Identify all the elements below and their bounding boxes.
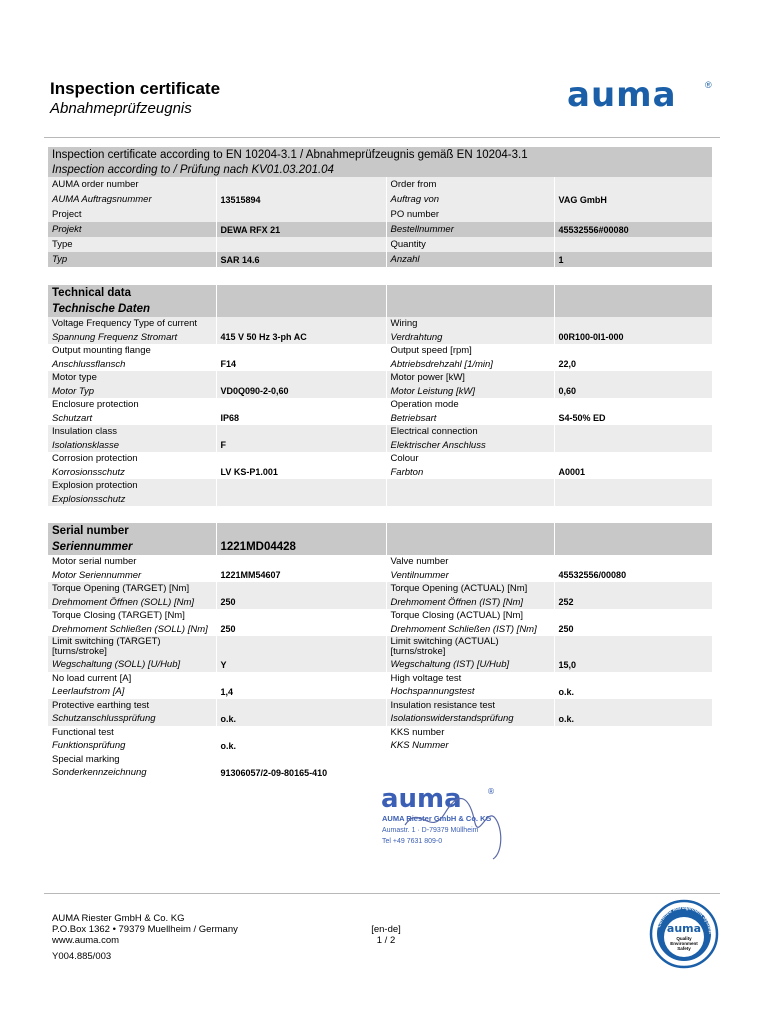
torque-open-actual-label-en: Torque Opening (ACTUAL) [Nm] (386, 582, 554, 596)
insulation-test-value: o.k. (554, 712, 712, 726)
limit-actual-value: 15,0 (554, 658, 712, 672)
page-subtitle: Abnahmeprüfzeugnis (50, 100, 192, 117)
no-load-current-label-de: Leerlaufstrom [A] (48, 685, 216, 699)
general-heading-de: Inspection according to / Prüfung nach KV01.03.201.04 (48, 162, 712, 177)
colour-value: A0001 (554, 466, 712, 480)
motor-serial-label-de: Motor Seriennummer (48, 569, 216, 583)
voltage-value: 415 V 50 Hz 3-ph AC (216, 331, 386, 345)
quantity-value: 1 (554, 252, 712, 267)
motor-type-label-de: Motor Typ (48, 385, 216, 399)
order-from-label-de: Auftrag von (386, 192, 554, 207)
motor-power-value: 0,60 (554, 385, 712, 399)
order-from-label-en: Order from (386, 177, 554, 192)
insulation-test-label-en: Insulation resistance test (386, 699, 554, 713)
type-label-en: Type (48, 237, 216, 252)
explosion-label-en: Explosion protection (48, 479, 216, 493)
torque-open-target-value: 250 (216, 596, 386, 610)
kks-number-label-de: KKS Nummer (386, 739, 554, 753)
seal-safety: Safety (677, 946, 691, 951)
certification-seal-icon (649, 899, 719, 969)
footer-doc-code: Y004.885/003 (52, 951, 112, 962)
type-label-de: Typ (48, 252, 216, 267)
earthing-test-label-de: Schutzanschlussprüfung (48, 712, 216, 726)
motor-serial-label-en: Motor serial number (48, 555, 216, 569)
flange-label-de: Anschlussflansch (48, 358, 216, 372)
high-voltage-value: o.k. (554, 685, 712, 699)
torque-close-target-label-de: Drehmoment Schließen (SOLL) [Nm] (48, 623, 216, 637)
type-value: SAR 14.6 (216, 252, 386, 267)
voltage-label-de: Spannung Frequenz Stromart (48, 331, 216, 345)
operation-mode-label-de: Betriebsart (386, 412, 554, 426)
wiring-label-de: Verdrahtung (386, 331, 554, 345)
page-title: Inspection certificate (50, 79, 221, 98)
po-number-label-de: Bestellnummer (386, 222, 554, 237)
order-number-label-de: AUMA Auftragsnummer (48, 192, 216, 207)
order-from-value: VAG GmbH (554, 192, 712, 207)
quantity-label-en: Quantity (386, 237, 554, 252)
po-number-label-en: PO number (386, 207, 554, 222)
po-number-value: 45532556#00080 (554, 222, 712, 237)
enclosure-value: IP68 (216, 412, 386, 426)
torque-open-actual-value: 252 (554, 596, 712, 610)
motor-power-label-en: Motor power [kW] (386, 371, 554, 385)
kks-number-value (554, 739, 712, 753)
footer-address (52, 913, 238, 946)
flange-value: F14 (216, 358, 386, 372)
stamp-line-phone: Tel +49 7631 809-0 (382, 838, 443, 845)
torque-close-target-label-en: Torque Closing (TARGET) [Nm] (48, 609, 216, 623)
serial-number-value: 1221MD04428 (216, 539, 386, 555)
operation-mode-value: S4-50% ED (554, 412, 712, 426)
technical-table (48, 285, 713, 506)
stamp-line-company: AUMA Riester GmbH & Co. KG (382, 814, 492, 823)
operation-mode-label-en: Operation mode (386, 398, 554, 412)
flange-label-en: Output mounting flange (48, 344, 216, 358)
torque-open-target-label-de: Drehmoment Öffnen (SOLL) [Nm] (48, 596, 216, 610)
insulation-test-label-de: Isolationswiderstandsprüfung (386, 712, 554, 726)
general-table (48, 147, 713, 267)
seal-logo: auma (666, 922, 702, 935)
technical-heading-de: Technische Daten (48, 301, 216, 317)
logo-text: auma (567, 75, 677, 115)
project-label-de: Projekt (48, 222, 216, 237)
no-load-current-label-en: No load current [A] (48, 672, 216, 686)
torque-close-target-value: 250 (216, 623, 386, 637)
stamp-logo: auma (381, 784, 462, 814)
quantity-label-de: Anzahl (386, 252, 554, 267)
registered-mark: ® (705, 80, 712, 90)
valve-number-label-en: Valve number (386, 555, 554, 569)
electrical-connection-value (554, 439, 712, 453)
footer-website: www.auma.com (52, 935, 120, 946)
high-voltage-label-de: Hochspannungstest (386, 685, 554, 699)
torque-close-actual-label-de: Drehmoment Schließen (IST) [Nm] (386, 623, 554, 637)
auma-logo (567, 75, 717, 115)
insulation-class-value: F (216, 439, 386, 453)
motor-type-value: VD0Q090-2-0,60 (216, 385, 386, 399)
insulation-class-label-de: Isolationsklasse (48, 439, 216, 453)
torque-close-actual-value: 250 (554, 623, 712, 637)
no-load-current-value: 1,4 (216, 685, 386, 699)
motor-serial-value: 1221MM54607 (216, 569, 386, 583)
serial-heading-de: Seriennummer (48, 539, 216, 555)
general-heading-en: Inspection certificate according to EN 10204-3.1 / Abnahmeprüfzeugnis gemäß EN 10204-3.1 (48, 147, 712, 162)
corrosion-label-de: Korrosionsschutz (48, 466, 216, 480)
torque-open-actual-label-de: Drehmoment Öffnen (IST) [Nm] (386, 596, 554, 610)
earthing-test-value: o.k. (216, 712, 386, 726)
output-speed-label-en: Output speed [rpm] (386, 344, 554, 358)
order-number-label-en: AUMA order number (48, 177, 216, 192)
earthing-test-label-en: Protective earthing test (48, 699, 216, 713)
serial-heading-en: Serial number (48, 523, 216, 539)
valve-number-label-de: Ventilnummer (386, 569, 554, 583)
svg-text:®: ® (487, 787, 495, 796)
seal-environment: Environment (670, 941, 698, 946)
high-voltage-label-en: High voltage test (386, 672, 554, 686)
enclosure-label-de: Schutzart (48, 412, 216, 426)
footer-divider (44, 893, 720, 894)
kks-number-label-en: KKS number (386, 726, 554, 740)
limit-target-label-de: Wegschaltung (SOLL) [U/Hub] (48, 658, 216, 672)
serial-table (48, 523, 713, 780)
motor-type-label-en: Motor type (48, 371, 216, 385)
footer-language: [en-de] (371, 924, 401, 935)
output-speed-value: 22,0 (554, 358, 712, 372)
order-number-value: 13515894 (216, 192, 386, 207)
seal-quality: Quality (676, 936, 692, 941)
colour-label-en: Colour (386, 452, 554, 466)
corrosion-value: LV KS-P1.001 (216, 466, 386, 480)
company-stamp (375, 783, 520, 863)
limit-target-value: Y (216, 658, 386, 672)
footer-company: AUMA Riester GmbH & Co. KG (52, 913, 185, 924)
limit-target-label-en: Limit switching (TARGET) [turns/stroke] (48, 636, 216, 658)
wiring-value: 00R100-0I1-000 (554, 331, 712, 345)
electrical-connection-label-de: Elektrischer Anschluss (386, 439, 554, 453)
limit-actual-label-en: Limit switching (ACTUAL) [turns/stroke] (386, 636, 554, 658)
enclosure-label-en: Enclosure protection (48, 398, 216, 412)
top-divider (44, 137, 720, 138)
project-label-en: Project (48, 207, 216, 222)
limit-actual-label-de: Wegschaltung (IST) [U/Hub] (386, 658, 554, 672)
special-marking-value: 91306057/2-09-80165-410 (216, 766, 386, 780)
colour-label-de: Farbton (386, 466, 554, 480)
special-marking-label-de: Sonderkennzeichnung (48, 766, 216, 780)
functional-test-value: o.k. (216, 739, 386, 753)
functional-test-label-en: Functional test (48, 726, 216, 740)
torque-close-actual-label-en: Torque Closing (ACTUAL) [Nm] (386, 609, 554, 623)
motor-power-label-de: Motor Leistung [kW] (386, 385, 554, 399)
footer-postal: P.O.Box 1362 • 79379 Muellheim / Germany (52, 924, 238, 935)
corrosion-label-en: Corrosion protection (48, 452, 216, 466)
footer-page-number: 1 / 2 (376, 935, 396, 946)
wiring-label-en: Wiring (386, 317, 554, 331)
output-speed-label-de: Abtriebsdrehzahl [1/min] (386, 358, 554, 372)
special-marking-label-en: Special marking (48, 753, 216, 767)
footer-page-info (368, 924, 404, 946)
valve-number-value: 45532556/00080 (554, 569, 712, 583)
voltage-label-en: Voltage Frequency Type of current (48, 317, 216, 331)
insulation-class-label-en: Insulation class (48, 425, 216, 439)
electrical-connection-label-en: Electrical connection (386, 425, 554, 439)
explosion-label-de: Explosionsschutz (48, 493, 216, 507)
explosion-value (216, 493, 386, 507)
stamp-line-address: Aumastr. 1 · D-79379 Müllheim (382, 827, 479, 834)
torque-open-target-label-en: Torque Opening (TARGET) [Nm] (48, 582, 216, 596)
technical-heading-en: Technical data (48, 285, 216, 301)
seal-ring-text: Certified Management System (655, 904, 714, 935)
functional-test-label-de: Funktionsprüfung (48, 739, 216, 753)
project-value: DEWA RFX 21 (216, 222, 386, 237)
